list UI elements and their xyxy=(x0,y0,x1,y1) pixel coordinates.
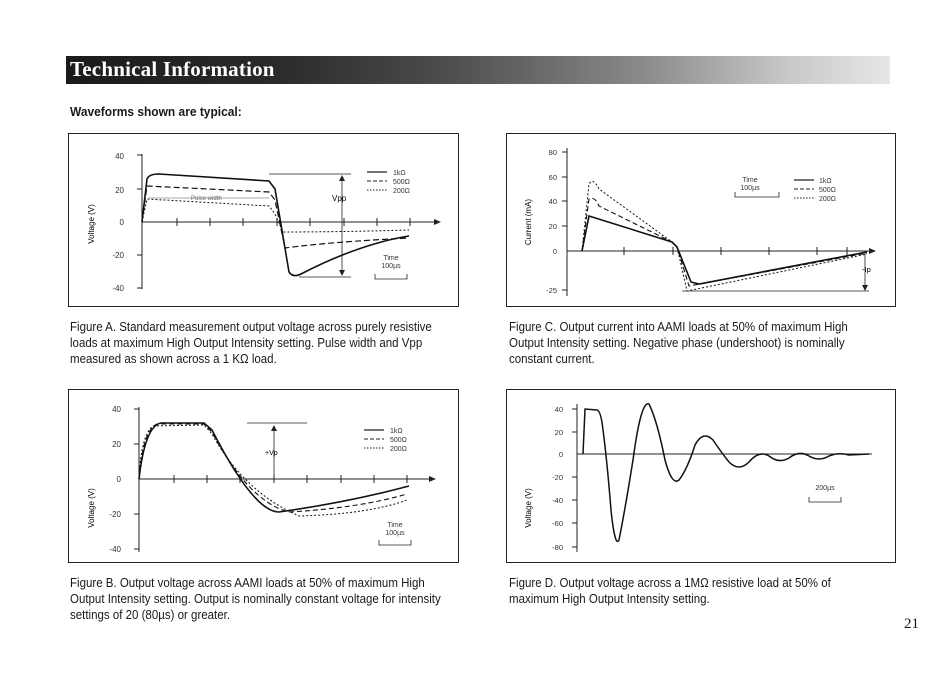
figure-b-caption: Figure B. Output voltage across AAMI loads at 50% of maximum High Output Intensity setting. Output is nominally constant voltage for intensity settings of 20 (80µs) or greater. xyxy=(70,576,441,622)
figure-c-tick: 60 xyxy=(548,173,557,182)
figure-d-ylabel: Voltage (V) xyxy=(524,488,533,528)
figure-a-trace-1k xyxy=(142,174,409,276)
figure-c-trace-500 xyxy=(582,198,867,286)
figure-d-tick: -80 xyxy=(552,543,563,552)
figure-b-time-scale xyxy=(379,540,411,545)
figure-b-time-label: Time xyxy=(387,522,403,529)
figure-b-tick: 40 xyxy=(112,405,121,414)
figure-b-time-value: 100µs xyxy=(385,530,405,537)
figure-d-time-scale xyxy=(809,497,841,502)
figure-b-legend-200: 200Ω xyxy=(390,446,407,453)
figure-c-legend-1k: 1kΩ xyxy=(819,178,832,185)
figure-c-tick: -25 xyxy=(546,286,557,295)
figure-b-tick: 20 xyxy=(112,440,121,449)
figure-d-tick: -60 xyxy=(552,519,563,528)
figure-d-tick: -40 xyxy=(552,496,563,505)
figure-a-tick: 20 xyxy=(115,186,124,195)
figure-b-tick: -20 xyxy=(109,510,121,519)
figure-c-time-label: Time xyxy=(742,177,758,184)
figure-b-legend-500: 500Ω xyxy=(390,437,407,444)
figure-c-tick: 0 xyxy=(552,247,557,256)
figure-a-time-value: 100µs xyxy=(381,263,401,270)
figure-d xyxy=(506,389,896,563)
figure-a-legend-500: 500Ω xyxy=(393,179,410,186)
figure-d-time-value: 200µs xyxy=(815,485,835,492)
figure-b-tick: -40 xyxy=(109,545,121,554)
figure-b-tick: 0 xyxy=(116,475,121,484)
figure-c-ip-label: -Ip xyxy=(862,265,871,274)
section-subtitle: Waveforms shown are typical: xyxy=(70,104,242,119)
figure-a-x-arrow xyxy=(434,219,441,225)
figure-d-plot xyxy=(507,390,895,562)
figure-c-caption: Figure C. Output current into AAMI loads at 50% of maximum High Output Intensity setting. Negative phase (undershoot) is nominally constant current. xyxy=(509,320,848,366)
figure-c xyxy=(506,133,896,307)
figure-d-trace xyxy=(583,404,869,542)
figure-d-tick: 0 xyxy=(558,450,563,459)
figure-a-time-scale xyxy=(375,274,407,279)
figure-a-legend-200: 200Ω xyxy=(393,188,410,195)
figure-a-ylabel: Voltage (V) xyxy=(87,204,96,244)
figure-c-tick: 20 xyxy=(548,222,557,231)
figure-c-tick: 40 xyxy=(548,197,557,206)
figure-a-tick: 40 xyxy=(115,152,124,161)
figure-c-time-scale xyxy=(735,192,779,197)
figure-c-tick: 80 xyxy=(548,148,557,157)
figure-c-time-value: 100µs xyxy=(740,185,760,192)
figure-b-trace-500 xyxy=(139,424,407,512)
page-title: Technical Information xyxy=(70,57,275,81)
figure-a-tick: 0 xyxy=(119,218,124,227)
figure-c-plot xyxy=(507,134,895,306)
figure-b-ylabel: Voltage (V) xyxy=(87,488,96,528)
figure-a-pulse-width-label: Pulse width xyxy=(191,196,222,202)
figure-c-legend-500: 500Ω xyxy=(819,187,836,194)
figure-a-time-label: Time xyxy=(383,255,399,262)
figure-d-caption: Figure D. Output voltage across a 1MΩ resistive load at 50% of maximum High Output Intensity setting. xyxy=(509,576,831,606)
figure-b-legend-1k: 1kΩ xyxy=(390,428,403,435)
figure-a-vpp-label: Vpp xyxy=(332,194,347,203)
figure-c-ylabel: Current (mA) xyxy=(524,198,533,246)
figure-a xyxy=(68,133,459,307)
figure-c-legend-200: 200Ω xyxy=(819,196,836,203)
page-number: 21 xyxy=(904,616,919,632)
figure-d-tick: 40 xyxy=(554,405,563,414)
figure-a-tick: -40 xyxy=(112,284,124,293)
figure-a-tick: -20 xyxy=(112,251,124,260)
figure-b xyxy=(68,389,459,563)
figure-a-plot xyxy=(69,134,458,306)
figure-b-plot xyxy=(69,390,458,562)
figure-b-vp-label: +Vp xyxy=(265,450,278,457)
figure-d-tick: -20 xyxy=(552,473,563,482)
figure-a-caption: Figure A. Standard measurement output voltage across purely resistive loads at maximum High Output Intensity setting. Pulse width and Vpp measured as shown across a 1 KΩ load. xyxy=(70,320,432,366)
header-banner xyxy=(66,56,890,84)
figure-c-trace-1k xyxy=(582,216,867,284)
figure-a-legend-1k: 1kΩ xyxy=(393,170,406,177)
figure-d-tick: 20 xyxy=(554,428,563,437)
